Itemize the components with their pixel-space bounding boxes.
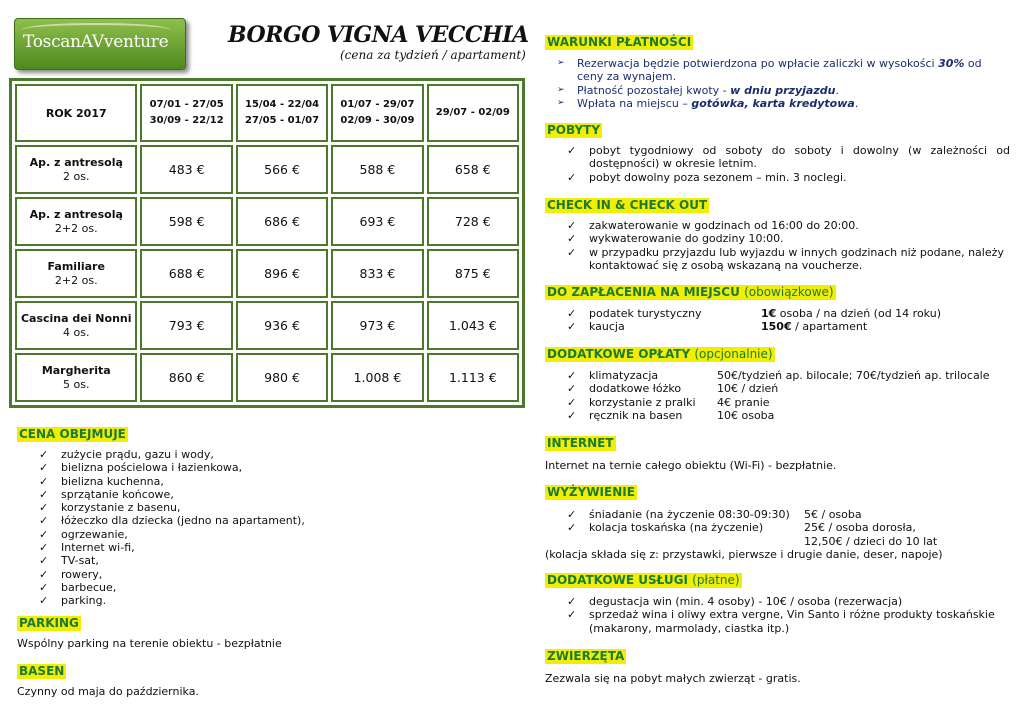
list-item: 12,50€ / dzieci do 10 lat — [804, 534, 938, 548]
list-item: ✓ barbecue, — [39, 580, 117, 594]
price-cell: 980 € — [236, 353, 328, 402]
arrow-icon: ➢ — [557, 84, 565, 95]
check-icon: ✓ — [39, 487, 49, 501]
list-item: ✓ w przypadku przyjazdu lub wyjazdu w innych godzinach niż podane, należy kontaktować się z osobą wskazaną na voucherze. — [567, 245, 1004, 272]
check-icon: ✓ — [39, 474, 49, 488]
check-icon: ✓ — [567, 521, 577, 535]
list-item: ✓ dodatkowe łóżko 10€ / dzień — [567, 382, 779, 396]
section-heading: BASEN — [19, 664, 65, 678]
apartment-cell: Ap. z antresolą 2 os. — [15, 145, 137, 194]
check-icon: ✓ — [39, 461, 49, 475]
section-heading: PARKING — [19, 616, 79, 630]
list-item: ✓ degustacja win (min. 4 osoby) - 10€ / osoba (rezerwacja) — [567, 595, 903, 608]
apartment-cell: Familiare 2+2 os. — [15, 249, 137, 298]
section-oplaty — [545, 343, 1015, 422]
price-cell: 1.043 € — [427, 301, 519, 350]
check-icon: ✓ — [39, 554, 49, 568]
section-zaplacenia — [545, 281, 1010, 334]
onsite-list — [545, 307, 1010, 334]
apartment-cell: Cascina dei Nonni 4 os. — [15, 301, 137, 350]
check-icon: ✓ — [567, 307, 577, 320]
arrow-icon: ➢ — [557, 97, 565, 108]
list-item: ✓ wykwaterowanie do godziny 10:00. — [567, 232, 784, 246]
check-icon: ✓ — [39, 514, 49, 528]
logo — [14, 18, 186, 70]
table-row — [15, 249, 519, 298]
list-item: ✓ TV-sat, — [39, 554, 99, 568]
section-heading: CENA OBEJMUJE — [19, 427, 126, 441]
list-item: ✓ kaucja 150€ / apartament — [567, 320, 868, 334]
list-item: ✓ korzystanie z pralki 4€ pranie — [567, 395, 770, 409]
list-item: ✓ śniadanie (na życzenie 08:30-09:30) 5€ / osoba — [567, 508, 862, 521]
check-icon: ✓ — [39, 541, 49, 555]
section-heading: WARUNKI PŁATNOŚCI — [547, 35, 692, 49]
list-item: ✓ bielizna kuchenna, — [39, 474, 164, 488]
price-cell: 658 € — [427, 145, 519, 194]
list-item: ➢ Płatność pozostałej kwoty - w dniu przyjazdu. — [557, 83, 839, 97]
stay-list — [545, 144, 1010, 184]
price-cell: 936 € — [236, 301, 328, 350]
page-subtitle: (cena za tydzień / apartament) — [340, 48, 526, 62]
price-cell: 566 € — [236, 145, 328, 194]
period-header: 01/07 - 29/07 02/09 - 30/09 — [331, 84, 423, 142]
check-icon: ✓ — [39, 527, 49, 541]
price-cell: 896 € — [236, 249, 328, 298]
list-item: ✓ pobyt tygodniowy od soboty do soboty i dowolny (w zależności od dostępności) w okresie letnim. — [567, 144, 1010, 171]
period-header: 15/04 - 22/04 27/05 - 01/07 — [236, 84, 328, 142]
internet-text: Internet na ternie całego obiektu (Wi-Fi) - bezpłatnie. — [545, 459, 837, 472]
fees-list — [545, 369, 1015, 422]
check-icon: ✓ — [567, 320, 577, 334]
section-parking — [17, 612, 282, 650]
section-heading: CHECK IN & CHECK OUT — [547, 198, 708, 212]
section-heading: ZWIERZĘTA — [547, 649, 625, 663]
parking-text: Wspólny parking na terenie obiektu - bezpłatnie — [17, 637, 282, 650]
list-item: ✓ rowery, — [39, 567, 103, 581]
price-cell: 833 € — [331, 249, 423, 298]
table-row — [15, 301, 519, 350]
list-item: ➢ Wpłata na miejscu – gotówka, karta kredytowa. — [557, 96, 859, 110]
list-item: ✓ korzystanie z basenu, — [39, 501, 181, 515]
price-cell: 860 € — [140, 353, 232, 402]
check-icon: ✓ — [567, 245, 577, 259]
check-icon: ✓ — [567, 144, 577, 157]
price-cell: 1.113 € — [427, 353, 519, 402]
section-heading: DO ZAPŁACENIA NA MIEJSCU (obowiązkowe) — [547, 285, 834, 299]
check-icon: ✓ — [567, 595, 577, 608]
period-header: 07/01 - 27/05 30/09 - 22/12 — [140, 84, 232, 142]
table-row — [15, 197, 519, 246]
year-cell: ROK 2017 — [15, 84, 137, 142]
check-icon: ✓ — [567, 170, 577, 184]
list-item: ✓ ogrzewanie, — [39, 527, 128, 541]
check-icon: ✓ — [39, 448, 49, 461]
section-pobyty — [545, 119, 1010, 184]
list-item: ✓ zużycie prądu, gazu i wody, — [39, 448, 214, 461]
period-header: 29/07 - 02/09 — [427, 84, 519, 142]
check-icon: ✓ — [567, 508, 577, 521]
price-cell: 728 € — [427, 197, 519, 246]
section-heading: DODATKOWE OPŁATY (opcjonalnie) — [547, 347, 773, 361]
list-item: ✓ sprzedaż wina i oliwy extra vergne, Vin Santo i różne produkty toskańskie (makarony, marmolady, ciastka itp.) — [567, 608, 995, 635]
check-icon: ✓ — [567, 232, 577, 246]
list-item: ✓ Internet wi-fi, — [39, 541, 135, 555]
list-item: ✓ parking. — [39, 594, 107, 608]
check-icon: ✓ — [39, 580, 49, 594]
price-cell: 686 € — [236, 197, 328, 246]
basen-text: Czynny od maja do października. — [17, 685, 199, 698]
page-title: BORGO VIGNA VECCHIA — [228, 22, 529, 48]
section-basen — [17, 660, 199, 698]
section-heading: DODATKOWE USŁUGI (płatne) — [547, 573, 740, 587]
price-table — [9, 78, 525, 408]
list-item: ✓ łóżeczko dla dziecka (jedno na apartament), — [39, 514, 305, 528]
check-icon: ✓ — [39, 594, 49, 608]
section-warunki — [545, 31, 1010, 110]
list-item: ✓ klimatyzacja 50€/tydzień ap. bilocale; 70€/tydzień ap. trilocale — [567, 369, 990, 382]
price-cell: 598 € — [140, 197, 232, 246]
check-icon: ✓ — [567, 608, 577, 622]
check-icon: ✓ — [39, 501, 49, 515]
list-item: ➢ Rezerwacja będzie potwierdzona po wpłacie zaliczki w wysokości 30% od ceny za wynajem. — [557, 57, 982, 84]
section-check — [545, 194, 1010, 272]
payment-list — [545, 57, 1010, 110]
table-row — [15, 353, 519, 402]
list-item: ✓ sprzątanie końcowe, — [39, 487, 174, 501]
price-cell: 1.008 € — [331, 353, 423, 402]
apartment-cell: Ap. z antresolą 2+2 os. — [15, 197, 137, 246]
price-cell: 688 € — [140, 249, 232, 298]
price-cell: 483 € — [140, 145, 232, 194]
list-item: ✓ podatek turystyczny 1€ osoba / na dzień (od 14 roku) — [567, 307, 941, 320]
check-icon: ✓ — [567, 395, 577, 409]
list-item: ✓ ręcznik na basen 10€ osoba — [567, 408, 775, 422]
section-wyzywienie — [545, 481, 1010, 561]
included-list — [17, 448, 517, 608]
pets-text: Zezwala się na pobyt małych zwierząt - gratis. — [545, 672, 801, 685]
logo-text: ToscanAVventure — [23, 32, 169, 52]
section-cena — [17, 423, 517, 608]
apartment-cell: Margherita 5 os. — [15, 353, 137, 402]
section-uslugi — [545, 569, 1010, 635]
list-item: ✓ bielizna pościelowa i łazienkowa, — [39, 461, 243, 475]
section-internet — [545, 432, 1010, 472]
section-heading: POBYTY — [547, 123, 601, 137]
list-item: ✓ zakwaterowanie w godzinach od 16:00 do 20:00. — [567, 219, 859, 232]
price-cell: 588 € — [331, 145, 423, 194]
price-cell: 973 € — [331, 301, 423, 350]
list-item: ✓ pobyt dowolny poza sezonem – min. 3 noclegi. — [567, 170, 847, 184]
price-cell: 793 € — [140, 301, 232, 350]
table-row — [15, 145, 519, 194]
section-heading: INTERNET — [547, 436, 614, 450]
services-list — [545, 595, 1010, 635]
section-heading: WYŻYWIENIE — [547, 485, 635, 499]
check-icon: ✓ — [567, 369, 577, 382]
table-header-row — [15, 84, 519, 142]
food-list — [545, 508, 1010, 548]
check-list — [545, 219, 1010, 272]
arrow-icon: ➢ — [557, 58, 565, 68]
check-icon: ✓ — [39, 567, 49, 581]
food-note: (kolacja składa się z: przystawki, pierwsze i drugie danie, deser, napoje) — [545, 547, 943, 561]
list-item: ✓ kolacja toskańska (na życzenie) 25€ / osoba dorosła, — [567, 521, 916, 535]
price-cell: 693 € — [331, 197, 423, 246]
check-icon: ✓ — [567, 219, 577, 232]
price-cell: 875 € — [427, 249, 519, 298]
check-icon: ✓ — [567, 408, 577, 422]
section-zwierzeta — [545, 645, 1010, 685]
check-icon: ✓ — [567, 382, 577, 396]
